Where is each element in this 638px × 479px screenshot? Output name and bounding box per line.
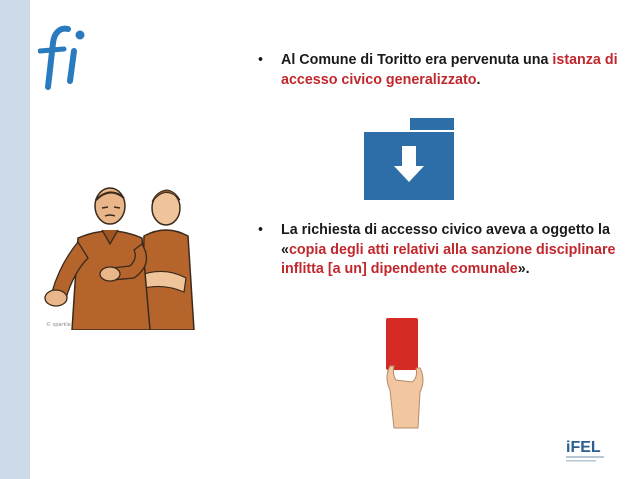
bullet2-text-end: ». <box>517 261 530 277</box>
bullet1-highlight: istanza di accesso civico generalizzato <box>281 52 618 88</box>
red-card-icon <box>380 318 430 430</box>
ifel-logo <box>566 436 626 466</box>
svg-text:© sparkle: © sparkle <box>46 322 71 328</box>
fi-logo-icon <box>38 25 90 91</box>
bullet2-text: La richiesta di accesso civico aveva a oggetto la « <box>281 222 610 258</box>
bullet2-highlight: copia degli atti relativi alla sanzione disciplinare inflitta [a un] dipendente comunale <box>281 241 616 277</box>
folder-download-icon <box>362 116 458 202</box>
left-decorative-band <box>0 0 30 479</box>
ifel-logo-text: iFEL <box>566 439 601 456</box>
bullet-item-2 <box>258 221 618 280</box>
bullet-symbol: • <box>258 222 264 238</box>
bullet1-text-end: . <box>476 71 481 88</box>
people-illustration <box>38 180 200 330</box>
bullet-item-1 <box>258 51 618 90</box>
bullet1-text: Al Comune di Toritto era pervenuta una <box>281 52 553 68</box>
bullet-symbol: • <box>258 52 264 68</box>
